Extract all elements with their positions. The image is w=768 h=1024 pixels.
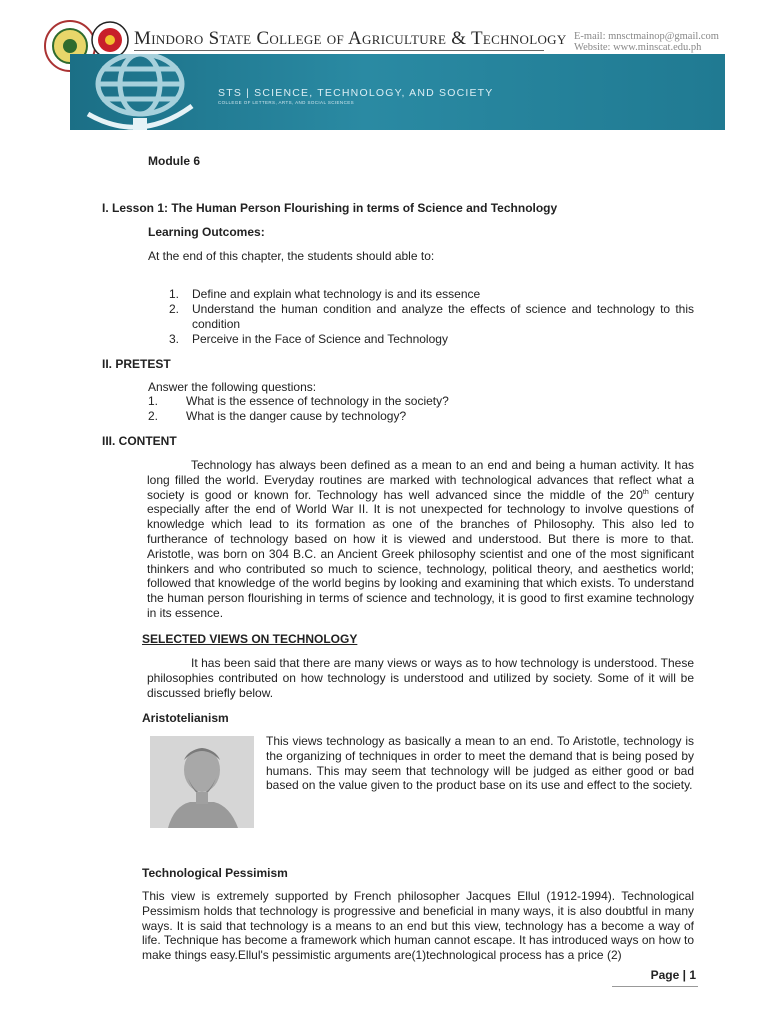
website-text: Website: www.minscat.edu.ph [574,42,702,53]
aristotelianism-heading: Aristotelianism [142,711,229,725]
list-number: 1. [148,394,159,408]
learning-outcomes-heading: Learning Outcomes: [148,225,265,239]
list-number: 1. [169,287,180,301]
list-text: Understand the human condition and analyze the effects of science and technology to this condition [192,302,694,331]
list-text: Perceive in the Face of Science and Technology [192,332,448,346]
list-item [169,287,694,302]
learning-outcomes-intro: At the end of this chapter, the students should able to: [148,249,435,263]
views-paragraph: It has been said that there are many views or ways as to how technology is understood. These philosophies contributed on how technology is understood and utilized by society. Some of it will be discussed briefly below. [147,656,694,700]
pessimism-paragraph: This view is extremely supported by French philosopher Jacques Ellul (1912-1994). Technological Pessimism holds that technology is progressive and beneficial in many ways, it is also doubtful in many ways. It is said that technology is a means to an end but this view, technology has a become a way of life. Technique has become a framework which human cannot escape. It has introduced ways on how to make things easy.Ellul's pessimistic arguments are(1)technological process has a price (2) [142,889,694,963]
list-item [148,394,548,409]
pessimism-heading: Technological Pessimism [142,866,288,880]
module-title: Module 6 [148,154,201,168]
aristotelianism-paragraph: This views technology as basically a mean to an end. To Aristotle, technology is the organizing of techniques in order to meet the demand that is being posed by humans. This may seem that technology will be judged as either good or bad based on the value given to the product base on its use and effect to the society. [266,734,694,793]
pretest-intro: Answer the following questions: [148,380,317,394]
list-item [148,409,548,424]
contact-info [574,31,719,53]
list-text: Define and explain what technology is and its essence [192,287,481,301]
email-text: E-mail: mnsctmainop@gmail.com [574,31,719,42]
content-paragraph-part: century especially after the end of World War II. It is not unexpected for technology to involve questions of knowledge which lead to its formation as one of the branches of Philosophy. This also led to furtherance of technology based on how it is viewed and understood. But there is more to that. Aristotle, was born on 304 B.C. an Ancient Greek philosophy scientist and one of the most significant thinkers and who contributed so much to science, technology, political theory, and aesthetics world; followed that knowledge of the world begins by looking and examining that which exists. To understand the human person flourishing in terms of science and technology, it is good to first examine technology in its essence. [147,487,695,620]
list-item [169,302,694,332]
superscript: th [642,488,649,496]
lesson-title: I. Lesson 1: The Human Person Flourishing in terms of Science and Technology [102,201,558,215]
page-number: Page | 1 [650,968,696,982]
banner-subtitle: COLLEGE OF LETTERS, ARTS, AND SOCIAL SCIENCES [218,100,355,105]
content-paragraph [147,458,694,621]
course-banner [70,54,725,130]
school-name: Mindoro State College of Agriculture & Technology [134,28,567,49]
footer-rule [612,986,698,987]
list-item [169,332,694,347]
globe-icon [78,54,198,130]
list-number: 2. [148,409,159,423]
list-text: What is the danger cause by technology? [186,409,407,423]
pretest-heading: II. PRETEST [102,357,171,371]
views-heading: SELECTED VIEWS ON TECHNOLOGY [142,632,358,646]
aristotle-bust-image [150,736,254,828]
content-heading: III. CONTENT [102,434,177,448]
header-rule [134,50,544,51]
list-text: What is the essence of technology in the society? [186,394,449,408]
list-number: 3. [169,332,180,346]
content-paragraph-part: Technology has always been defined as a mean to an end and being a human activity. It has long filled the world. Everyday routines are marked with technological advances that reflect what a society is good or known for. Technology has well advanced since the middle of the 20 [147,458,694,502]
banner-title: STS | SCIENCE, TECHNOLOGY, AND SOCIETY [218,87,494,99]
list-number: 2. [169,302,180,316]
